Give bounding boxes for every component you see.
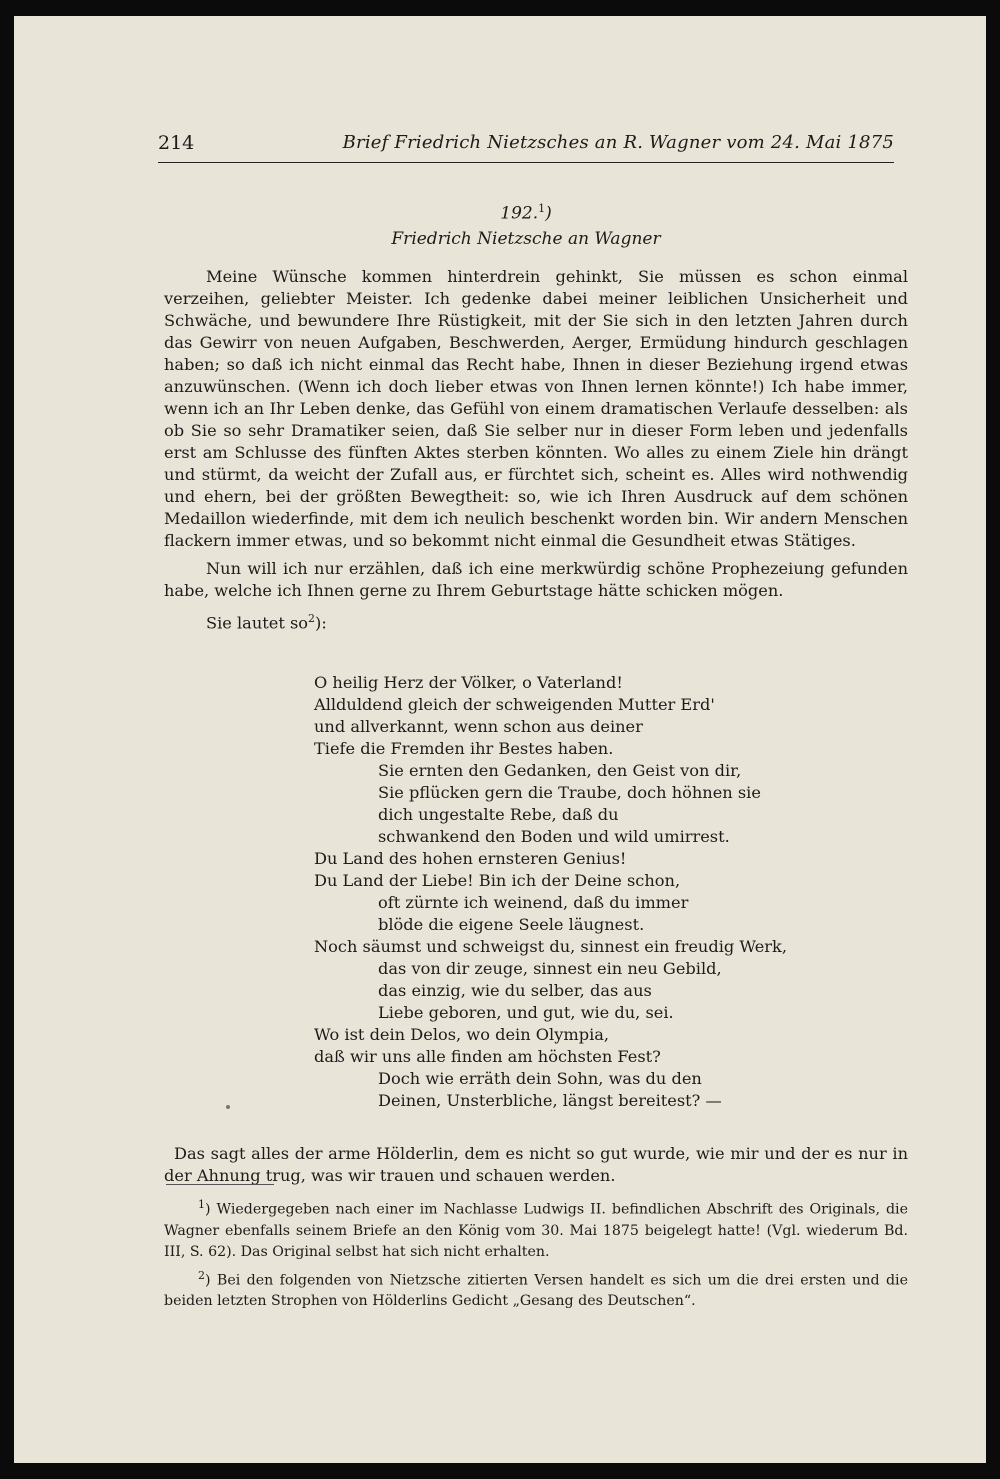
poem-line: O heilig Herz der Völker, o Vaterland! [314,673,623,692]
poem-footnote-ref: 2 [308,612,316,625]
page-header [158,132,894,163]
letter-number [158,202,894,224]
poem-line: schwankend den Boden und wild umirrest. [378,827,730,846]
letter-title: Friedrich Nietzsche an Wagner [391,229,661,249]
poem-line: Sie pflücken gern die Traube, doch höhnen sie [378,783,761,802]
letter-number-close: ) [545,203,552,224]
footnote-divider [166,1184,274,1185]
poem-line: Tiefe die Fremden ihr Bestes haben. [314,739,614,758]
paragraph-1: Meine Wünsche kommen hinterdrein gehinkt, Sie müssen es schon einmal verzeihen, geliebter Meister. Ich gedenke dabei meiner leiblichen Unsicherheit und Schwäche, und bewundere Ihre Rüstigkeit, mit der Sie sich in den letzten Jahren durch das Gewirr von neuen Aufgaben, Beschwerden, Aerger, Ermüdung hindurch geschlagen haben; so daß ich nicht einmal das Recht habe, Ihnen in dieser Beziehung irgend etwas anzuwünschen. (Wenn ich doch lieber etwas von Ihnen lernen könnte!) Ich habe immer, wenn ich an Ihr Leben denke, das Gefühl von einem dramatischen Verlaufe desselben: als ob Sie so sehr Dramatiker seien, daß Sie selber nur in dieser Form leben und jedenfalls erst am Schlusse des fünften Aktes sterben könnten. Wo alles zu einem Ziele hin drängt und stürmt, da weicht der Zufall aus, er fürchtet sich, scheint es. Alles wird nothwendig und ehern, bei der größten Bewegtheit: so, wie ich Ihren Ausdruck auf dem schönen Medaillon wiederfinde, mit dem ich neulich beschenkt worden bin. Wir andern Menschen flackern immer etwas, und so bekommt nicht einmal die Gesundheit etwas Stätiges. [164,267,908,550]
footnote-2-mark: 2 [198,1268,205,1282]
letter-footnote-ref: 1 [538,202,546,215]
letter-body [164,266,908,640]
footnote-2 [164,1265,908,1313]
paragraph-3 [164,608,908,634]
footnote-1 [164,1194,908,1263]
poem-line: Doch wie erräth dein Sohn, was du den [378,1069,702,1088]
poem-line: Liebe geboren, und gut, wie du, sei. [378,1003,674,1022]
poem-quote [314,672,874,1112]
letter-number-text: 192. [500,203,539,224]
page-number: 214 [158,132,195,154]
poem-line: Noch säumst und schweigst du, sinnest ein freudig Werk, [314,937,787,956]
footnote-1-text: ) Wiedergegeben nach einer im Nachlasse Ludwigs II. befindlichen Abschrift des Originals, die Wagner ebenfalls seinem Briefe an den König vom 30. Mai 1875 beigelegt hatte! (Vgl. wiederum Bd. III, S. 62). Das Original selbst hat sich nicht erhalten. [164,1201,908,1260]
poem-line: dich ungestalte Rebe, daß du [378,805,619,824]
poem-line: daß wir uns alle finden am höchsten Fest? [314,1047,661,1066]
poem-line: Allduldend gleich der schweigenden Mutter Erd' [314,695,715,714]
poem-line: das von dir zeuge, sinnest ein neu Gebild, [378,959,722,978]
book-page [14,16,986,1463]
footnote-1-mark: 1 [198,1198,205,1211]
footnotes [164,1194,908,1314]
poem-intro-end: ): [315,613,327,633]
poem-line: das einzig, wie du selber, das aus [378,981,652,1000]
poem-line: Wo ist dein Delos, wo dein Olympia, [314,1025,610,1044]
poem-line: Du Land des hohen ernsteren Genius! [314,849,627,868]
poem-line: Deinen, Unsterbliche, längst bereitest? — [378,1091,722,1110]
footnote-2-text: ) Bei den folgenden von Nietzsche zitierten Versen handelt es sich um die drei ersten und die beiden letzten Strophen von Hölderlins Gedicht „Gesang des Deutschen“. [164,1272,908,1310]
poem-line: Du Land der Liebe! Bin ich der Deine schon, [314,871,681,890]
poem-line: Sie ernten den Gedanken, den Geist von dir, [378,761,742,780]
poem-line: oft zürnte ich weinend, daß du immer [378,893,689,912]
closing-paragraph: Das sagt alles der arme Hölderlin, dem es nicht so gut wurde, wie mir und der es nur in der Ahnung trug, was wir trauen und schauen werden. [164,1144,908,1186]
poem-intro: Sie lautet so [206,613,309,633]
running-head: Brief Friedrich Nietzsches an R. Wagner vom 24. Mai 1875 [342,132,894,153]
paragraph-2: Nun will ich nur erzählen, daß ich eine merkwürdig schöne Prophezeiung gefunden habe, welche ich Ihnen gerne zu Ihrem Geburtstage hätte schicken mögen. [164,559,908,600]
poem-line: und allverkannt, wenn schon aus deiner [314,717,643,736]
poem-line: blöde die eigene Seele läugnest. [378,915,645,934]
ink-speck [226,1105,230,1109]
